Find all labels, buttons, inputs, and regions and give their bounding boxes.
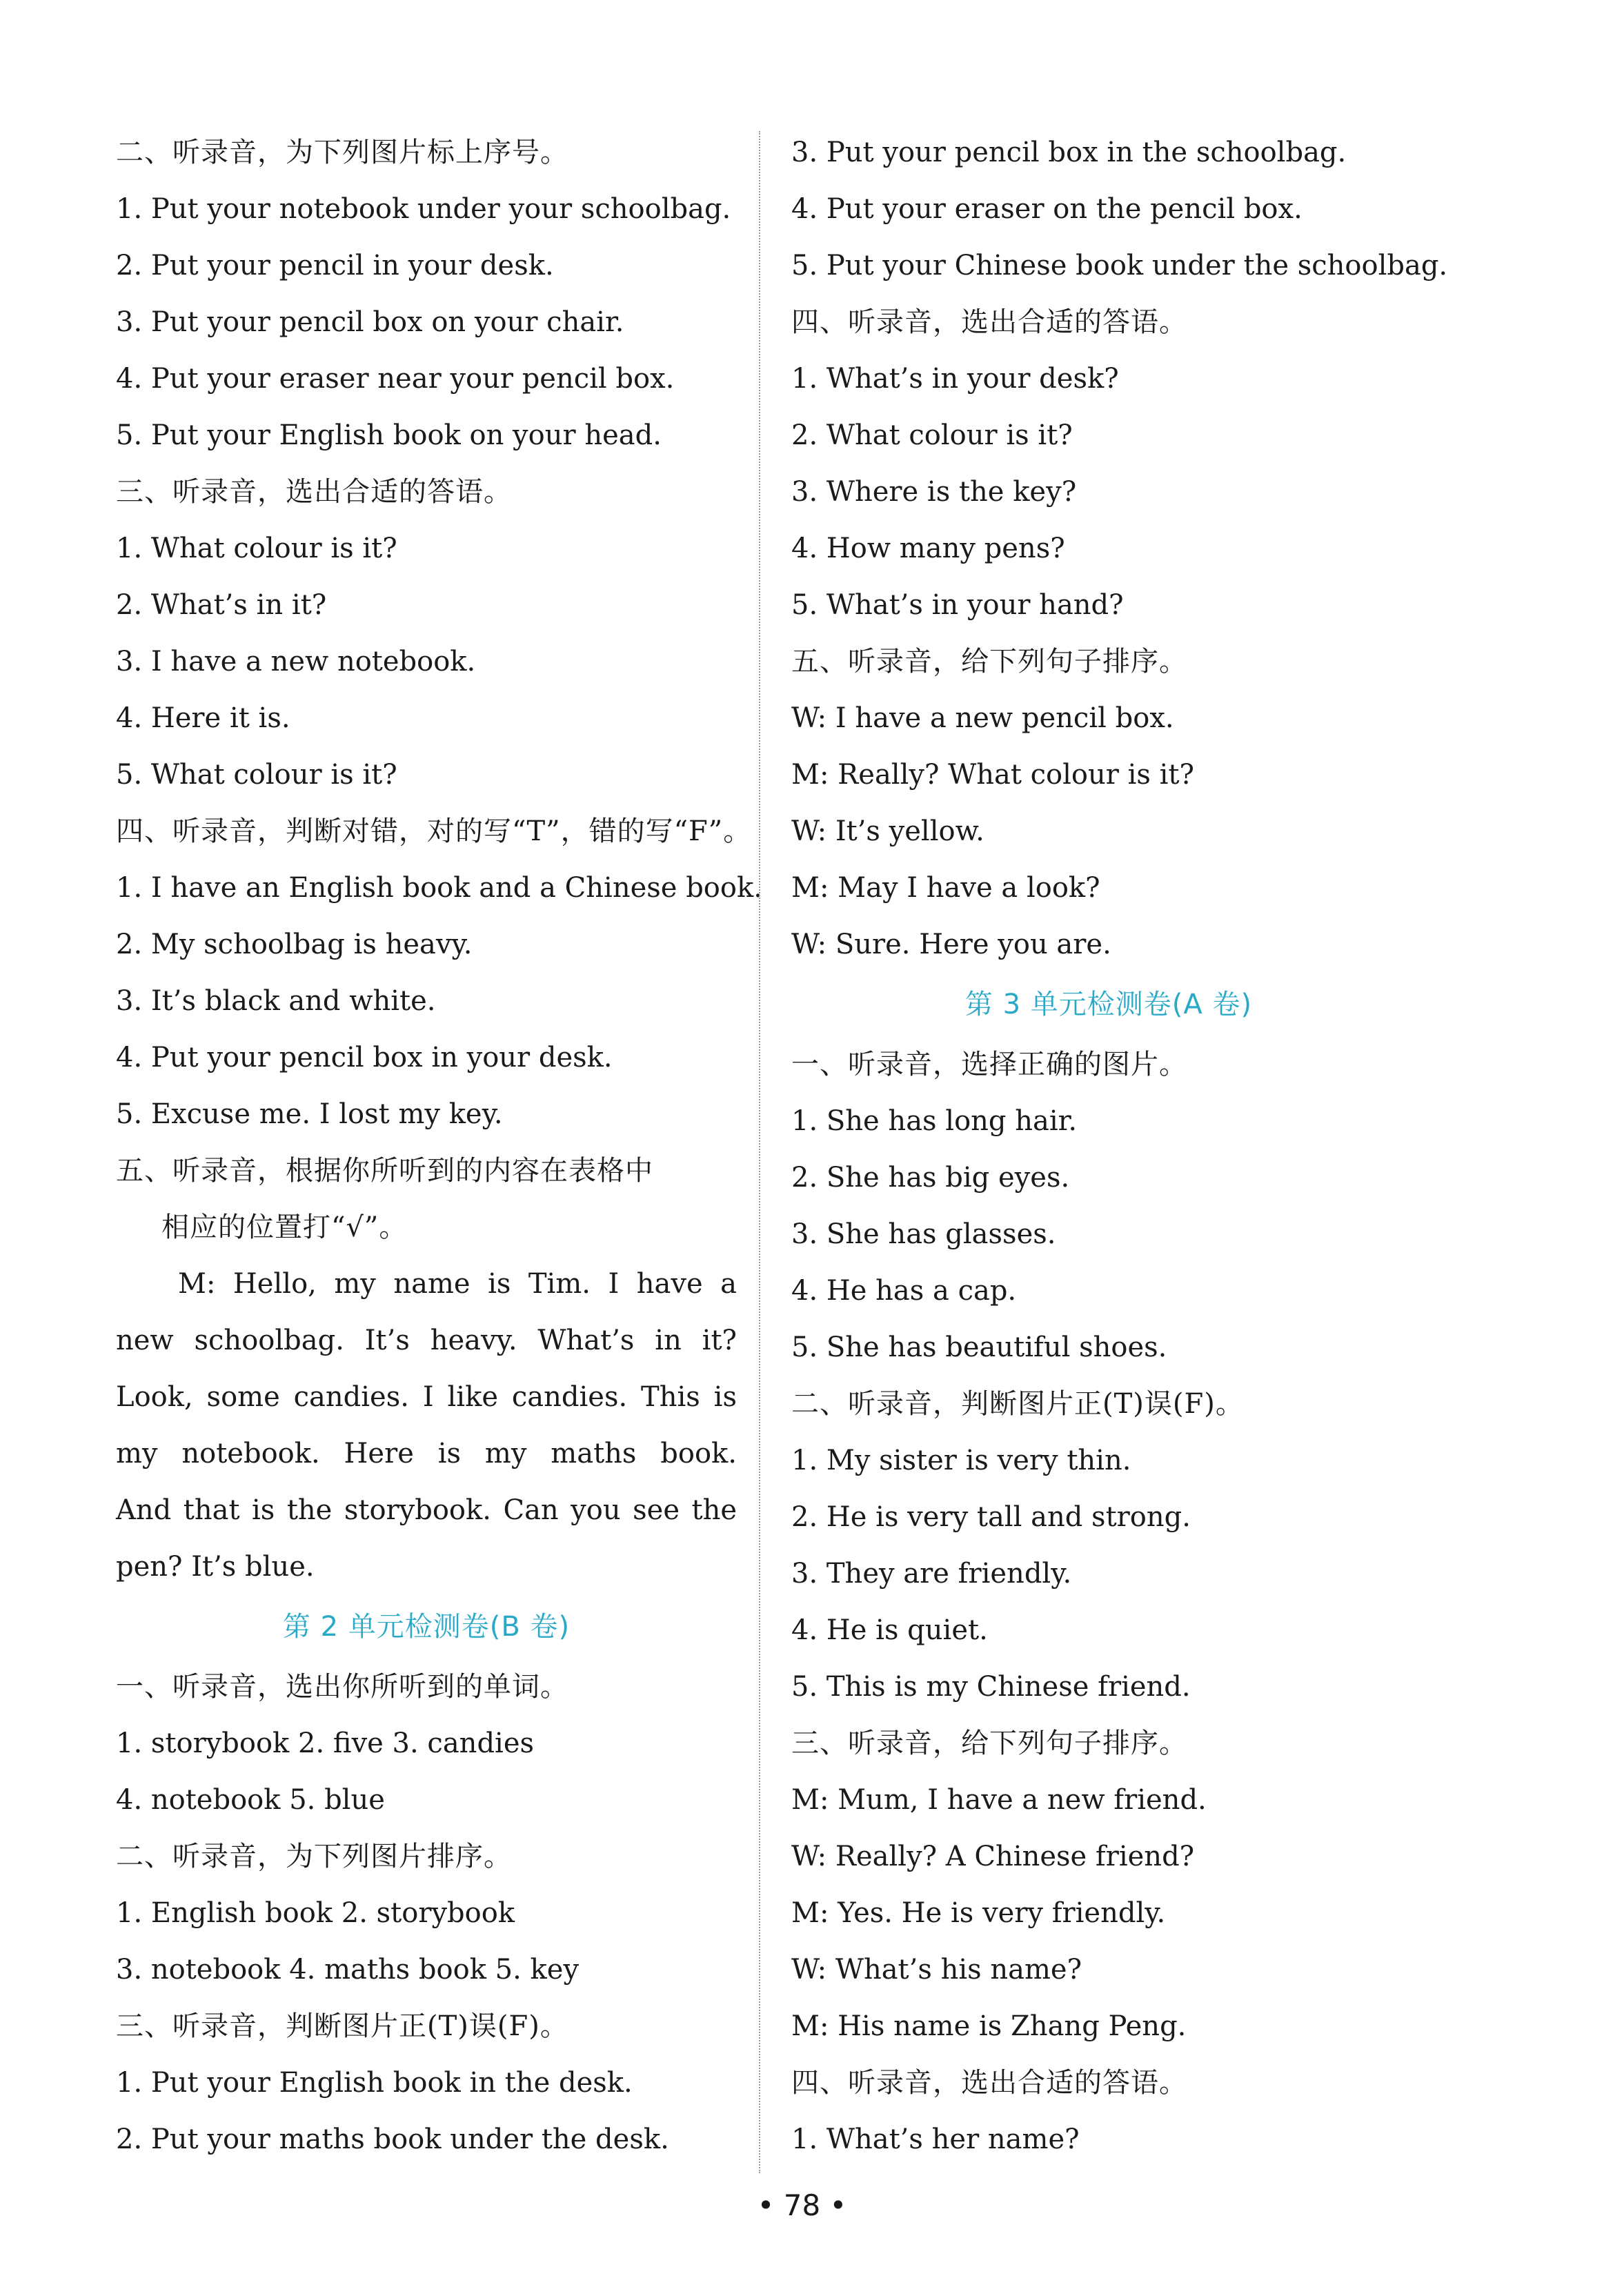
list-item: 4. Here it is. [116, 702, 290, 734]
right-column [791, 124, 1448, 2168]
section-heading: 一、听录音，选出你所听到的单词。 [116, 1671, 568, 1703]
list-item: 3. Put your pencil box on your chair. [116, 306, 624, 338]
section-heading: 五、听录音，根据你所听到的内容在表格中 [116, 1155, 653, 1187]
list-item: 3. notebook 4. maths book 5. key [116, 1954, 580, 1986]
list-item: 3. She has glasses. [791, 1218, 1056, 1250]
list-item: M: His name is Zhang Peng. [791, 2010, 1187, 2042]
passage-line: M: Hello, my name is Tim. I have a [178, 1268, 737, 1300]
section-heading: 四、听录音，选出合适的答语。 [791, 306, 1187, 338]
list-item: 1. What colour is it? [116, 533, 397, 564]
list-item: W: Really? A Chinese friend? [791, 1841, 1195, 1872]
unit-title: 第 3 单元检测卷(A 卷) [964, 989, 1253, 1020]
list-item: 2. Put your pencil in your desk. [116, 250, 554, 281]
list-item: 5. Excuse me. I lost my key. [116, 1098, 503, 1130]
list-item: 1. What’s in your desk? [791, 363, 1119, 395]
list-item: M: Yes. He is very friendly. [791, 1897, 1166, 1929]
list-item: 5. She has beautiful shoes. [791, 1332, 1167, 1363]
list-item: 3. I have a new notebook. [116, 646, 476, 677]
list-item: 3. They are friendly. [791, 1558, 1072, 1590]
section-heading: 二、听录音，为下列图片标上序号。 [116, 137, 568, 168]
list-item: 5. What’s in your hand? [791, 589, 1124, 621]
list-item: 1. I have an English book and a Chinese book. [116, 872, 762, 904]
list-item: 1. What’s her name? [791, 2124, 1080, 2155]
list-item: W: Sure. Here you are. [791, 929, 1111, 960]
list-item: 1. Put your English book in the desk. [116, 2067, 633, 2099]
passage-line: new schoolbag. It’s heavy. What’s in it? [116, 1325, 737, 1356]
passage-line: And that is the storybook. Can you see the [116, 1494, 737, 1526]
list-item: W: It’s yellow. [791, 815, 984, 847]
section-heading: 五、听录音，给下列句子排序。 [791, 646, 1187, 677]
passage-line: pen? It’s blue. [116, 1551, 315, 1583]
list-item: 5. This is my Chinese friend. [791, 1671, 1191, 1703]
passage-line: Look, some candies. I like candies. This is [116, 1381, 737, 1413]
list-item: 4. He has a cap. [791, 1275, 1017, 1307]
unit-title: 第 2 单元检测卷(B 卷) [282, 1611, 571, 1643]
list-item: 1. She has long hair. [791, 1105, 1078, 1137]
section-heading: 一、听录音，选择正确的图片。 [791, 1049, 1187, 1080]
list-item: 3. Put your pencil box in the schoolbag. [791, 137, 1347, 168]
list-item: 4. Put your pencil box in your desk. [116, 1042, 613, 1073]
list-item: 4. He is quiet. [791, 1614, 988, 1646]
passage-line: my notebook. Here is my maths book. [116, 1438, 737, 1469]
list-item: 4. Put your eraser near your pencil box. [116, 363, 675, 395]
list-item: 1. My sister is very thin. [791, 1445, 1131, 1476]
list-item: 4. How many pens? [791, 533, 1065, 564]
list-item: 3. It’s black and white. [116, 985, 436, 1017]
list-item: M: Really? What colour is it? [791, 759, 1194, 791]
list-item: W: What’s his name? [791, 1954, 1082, 1986]
list-item: 2. What’s in it? [116, 589, 327, 621]
section-heading: 三、听录音，给下列句子排序。 [791, 1728, 1187, 1759]
list-item: 2. He is very tall and strong. [791, 1501, 1191, 1533]
section-heading-continued: 相应的位置打“√”。 [161, 1211, 408, 1243]
list-item: 4. Put your eraser on the pencil box. [791, 193, 1303, 225]
list-item: M: Mum, I have a new friend. [791, 1784, 1207, 1816]
left-column [116, 124, 762, 2168]
list-item: 2. My schoolbag is heavy. [116, 929, 473, 960]
list-item: 2. What colour is it? [791, 419, 1073, 451]
list-item: 5. Put your Chinese book under the schoolbag. [791, 250, 1448, 281]
section-heading: 三、听录音，判断图片正(T)误(F)。 [116, 2010, 568, 2042]
column-divider [759, 131, 760, 2173]
list-item: 5. Put your English book on your head. [116, 419, 662, 451]
page-number: • 78 • [757, 2188, 847, 2222]
section-heading: 二、听录音，为下列图片排序。 [116, 1841, 512, 1872]
list-item: W: I have a new pencil box. [791, 702, 1174, 734]
list-item: 1. storybook 2. five 3. candies [116, 1728, 535, 1759]
list-item: 5. What colour is it? [116, 759, 397, 791]
section-heading: 四、听录音，选出合适的答语。 [791, 2067, 1187, 2099]
list-item: 4. notebook 5. blue [116, 1784, 385, 1816]
list-item: 2. She has big eyes. [791, 1162, 1070, 1194]
list-item: 1. Put your notebook under your schoolbag. [116, 193, 731, 225]
list-item: 3. Where is the key? [791, 476, 1077, 508]
section-heading: 四、听录音，判断对错，对的写“T”，错的写“F”。 [116, 815, 752, 847]
section-heading: 三、听录音，选出合适的答语。 [116, 476, 512, 508]
list-item: 2. Put your maths book under the desk. [116, 2124, 669, 2155]
list-item: M: May I have a look? [791, 872, 1100, 904]
list-item: 1. English book 2. storybook [116, 1897, 515, 1929]
section-heading: 二、听录音，判断图片正(T)误(F)。 [791, 1388, 1244, 1420]
